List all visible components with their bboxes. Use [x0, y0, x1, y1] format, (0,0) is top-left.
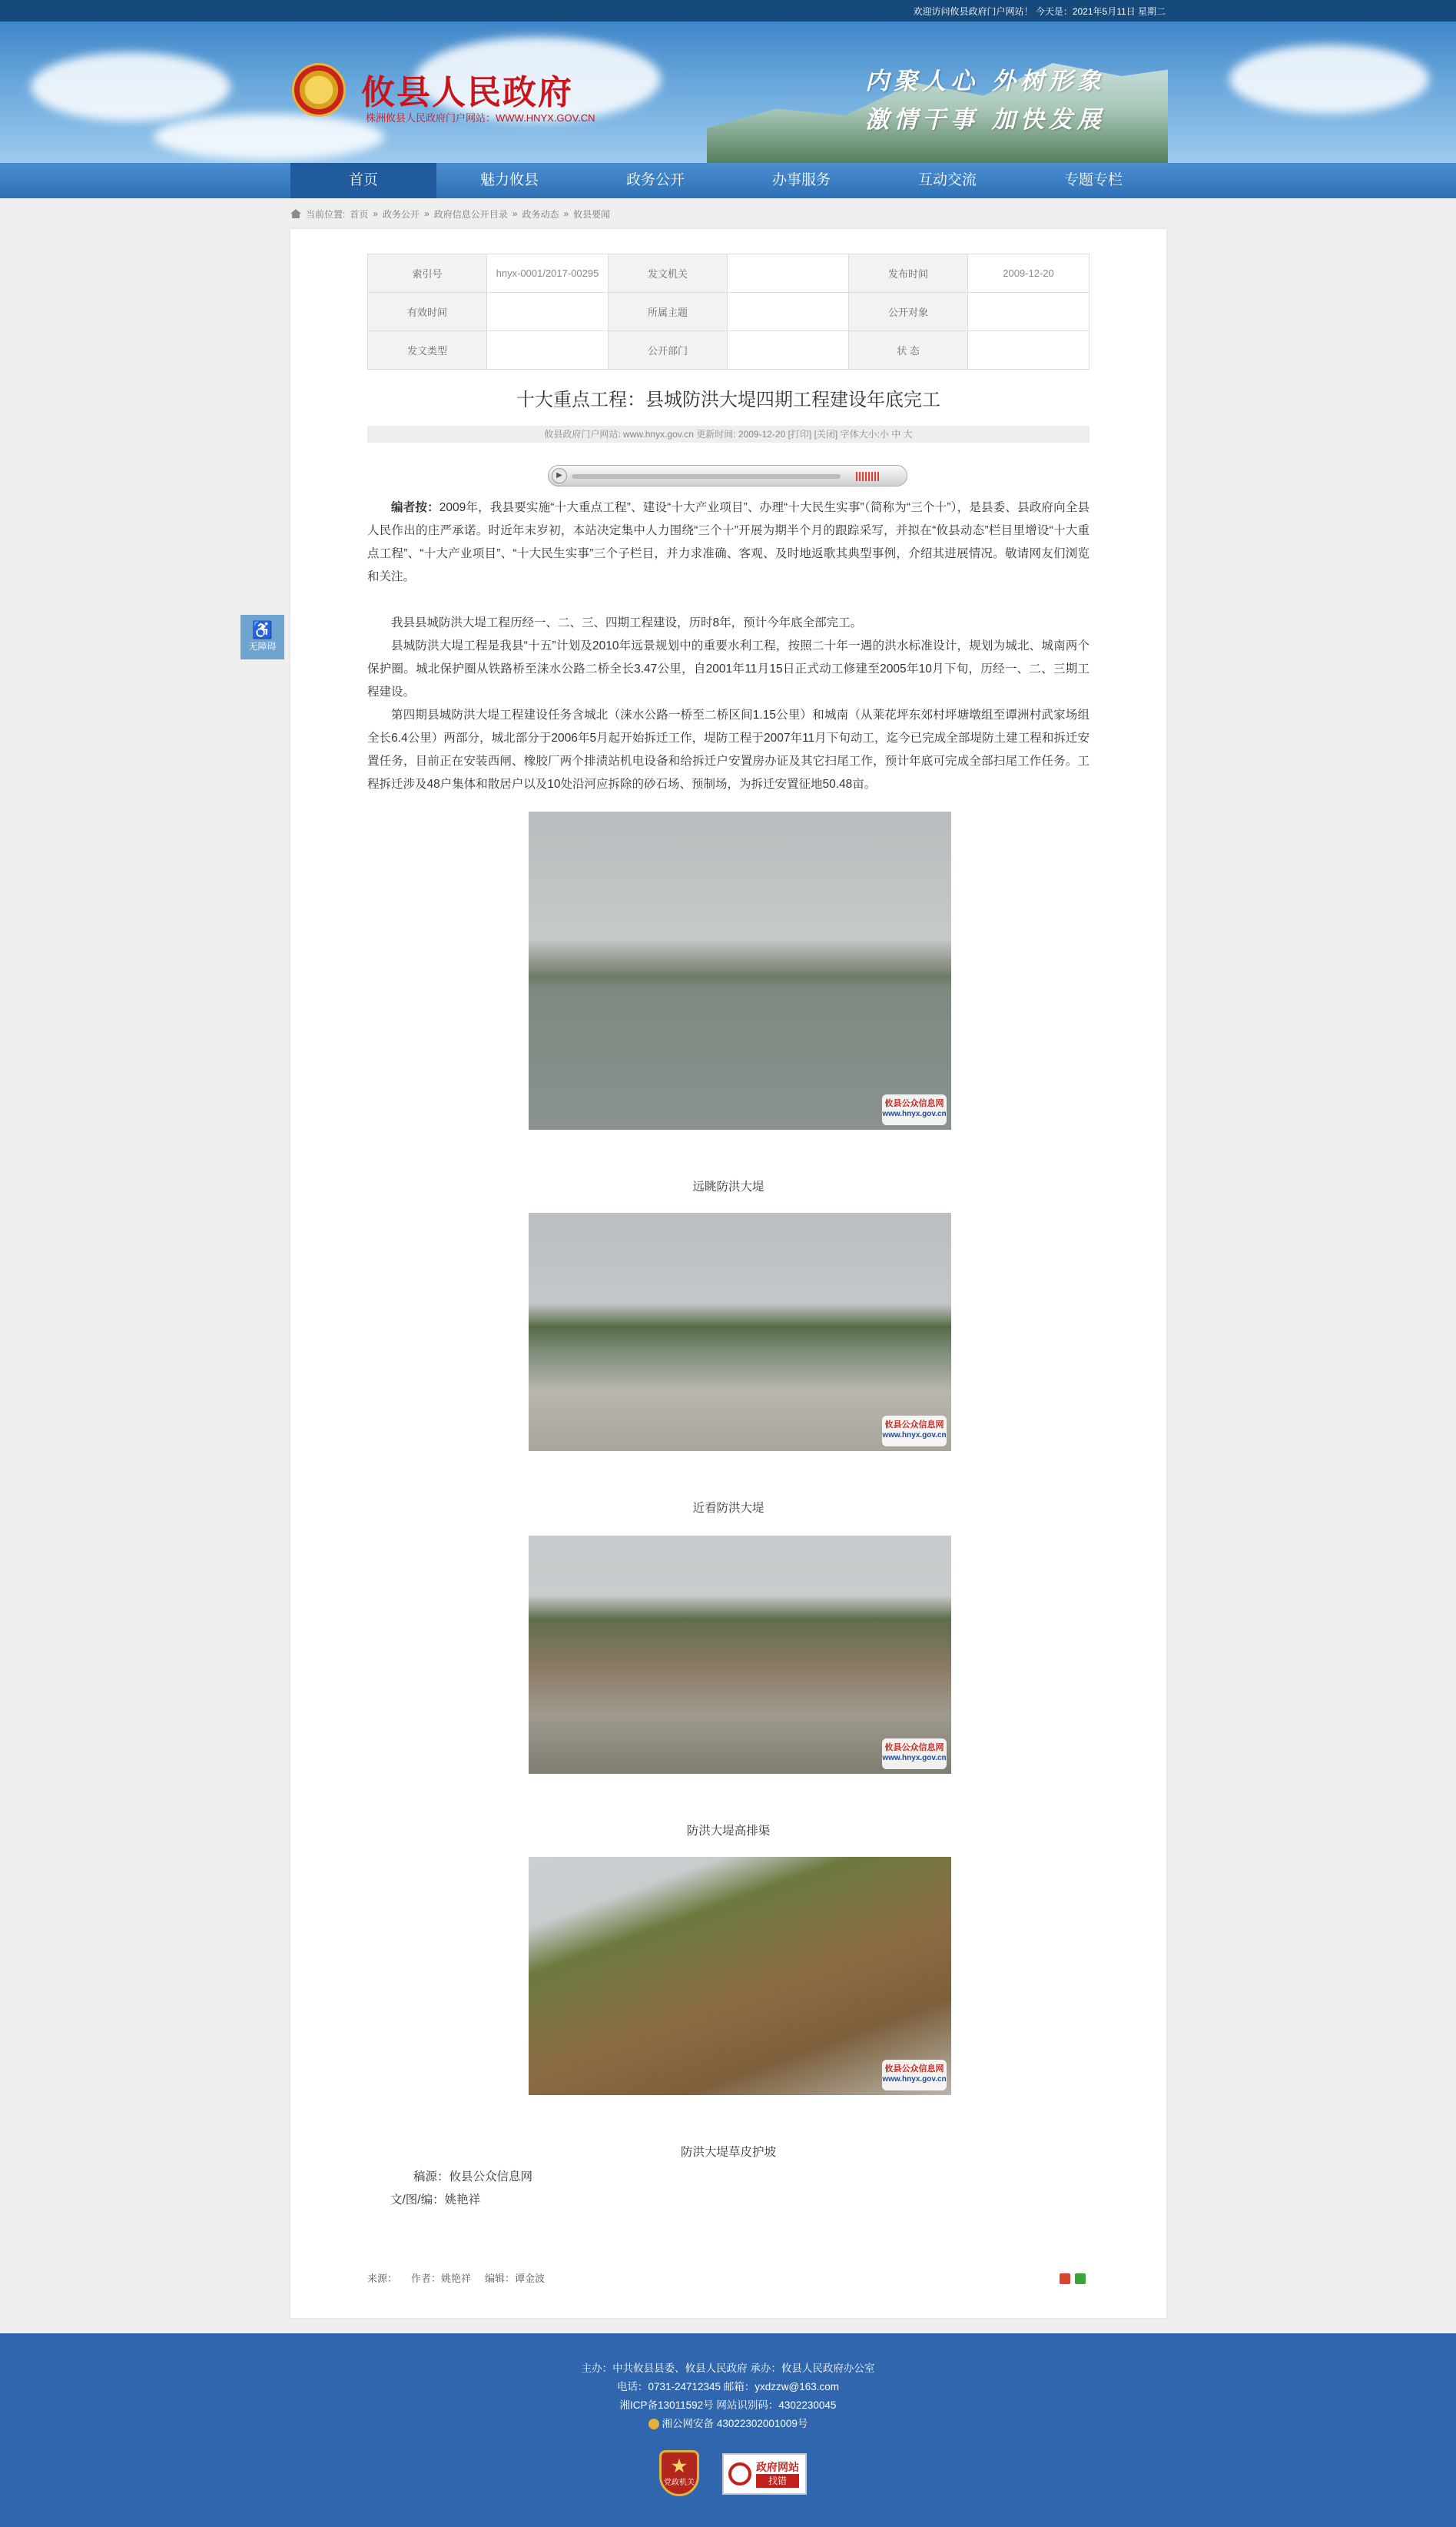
photo-caption: 近看防洪大堤 [692, 1502, 764, 1515]
audio-player[interactable] [548, 465, 907, 486]
meta-value [487, 293, 609, 331]
meta-value: hnyx-0001/2017-00295 [487, 254, 609, 293]
watermark-logo: 攸县公众信息网 www.hnyx.gov.cn [882, 2060, 947, 2090]
meta-value [968, 331, 1090, 370]
police-badge-icon [648, 2419, 659, 2429]
badge-label: 党政机关 [664, 2479, 695, 2487]
breadcrumb-item[interactable]: 首页 [350, 208, 369, 220]
breadcrumb-item[interactable]: 政府信息公开目录 [433, 208, 508, 220]
play-icon[interactable]: ▶ [552, 468, 567, 483]
watermark-logo: 攸县公众信息网 www.hnyx.gov.cn [882, 1416, 947, 1446]
nav-item-topics[interactable]: 专题专栏 [1063, 172, 1123, 188]
star-icon: ★ [672, 2456, 687, 2476]
breadcrumb-separator: » [563, 208, 569, 219]
breadcrumb-separator: » [512, 208, 518, 219]
main-nav [0, 163, 1456, 198]
meta-value [728, 254, 849, 293]
meta-label: 索引号 [368, 254, 487, 293]
article-paragraph: 第四期县城防洪大堤工程建设任务含城北（涞水公路一桥至二桥区间1.15公里）和城南（从莱花坪东郊村坪塘墩组至谭洲村武家场组全长6.4公里）两部分，城北部分于2006年5月起开始拆迁工作，堤防工程于2007年11月下旬动工，迄今已完成全部堤防土建工程和拆迁安置任务，目前正在安装西闸、橡胶厂两个排渍站机电设备和给拆迁户安置房办证及其它扫尾工作，预计年底可完成全部扫尾工作任务。工程拆迁涉及48户集体和散居户以及10处沿河应拆除的砂石场、预制场，为拆迁安置征地50.48亩。 [367, 709, 1090, 791]
editor-note-text: 2009年，我县要实施“十大重点工程”、建设“十大产业项目”、办理“十大民生实事”（简称为“三个十”），是县委、县政府向全县人民作出的庄严承诺。时近年末岁初，本站决定集中人力围绕“三个十”开展为期半个月的跟踪采写，并拟在“攸县动态”栏目里增设“十大重点工程”、“十大产业项目”、“十大民生实事”三个子栏目，并力求准确、客观、及时地返歌其典型事例，介绍其进展情况。敬请网友们浏览和关注。 [367, 501, 1090, 583]
breadcrumb-separator: » [373, 208, 379, 219]
share-weibo-icon[interactable] [1060, 2273, 1070, 2284]
source-label: 来源： [367, 2273, 398, 2284]
national-emblem-icon [292, 63, 346, 117]
watermark-logo: 攸县公众信息网 www.hnyx.gov.cn [882, 1094, 947, 1125]
footer-sponsor: 主办：中共攸县县委、攸县人民政府 承办：攸县人民政府办公室 [581, 2363, 875, 2374]
nav-item-charm[interactable]: 魅力攸县 [479, 172, 539, 188]
breadcrumb [290, 206, 610, 221]
magnifier-icon [728, 2462, 751, 2485]
share-wechat-icon[interactable] [1075, 2273, 1086, 2284]
meta-label: 所属主题 [609, 293, 728, 331]
site-subtitle: 株洲攸县人民政府门户网站：WWW.HNYX.GOV.CN [366, 112, 595, 124]
meta-value [728, 331, 849, 370]
article-source: 稿源：攸县公众信息网 [413, 2170, 533, 2183]
top-bar [0, 0, 1456, 22]
watermark-logo: 攸县公众信息网 www.hnyx.gov.cn [882, 1738, 947, 1769]
article-title: 十大重点工程：县城防洪大堤四期工程建设年底完工 [516, 390, 940, 410]
nav-item-home[interactable]: 首页 [290, 163, 436, 198]
article-photo [529, 812, 951, 1130]
photo-caption: 防洪大堤草皮护坡 [680, 2146, 776, 2159]
badge2-title: 政府网站 [756, 2461, 799, 2473]
volume-icon[interactable] [856, 472, 879, 481]
meta-label: 发文类型 [368, 331, 487, 370]
accessibility-label: 无障碍 [248, 641, 277, 652]
editor-note-label: 编者按： [391, 501, 439, 514]
cloud-decoration [154, 114, 384, 160]
slogan-line-2: 激情干事 加快发展 [865, 106, 1106, 134]
badge2-sub: 找错 [756, 2474, 799, 2488]
metadata-table [367, 254, 1090, 370]
article-photo [529, 1857, 951, 2095]
footer-icp[interactable]: 湘ICP备13011592号 网站识别码：4302230045 [619, 2399, 837, 2411]
author-label: 作者：姚艳祥 [411, 2273, 472, 2284]
meta-value [968, 293, 1090, 331]
nav-item-interaction[interactable]: 互动交流 [917, 172, 977, 188]
article-author: 文/图/编：姚艳祥 [390, 2193, 481, 2207]
gov-site-error-report[interactable] [722, 2453, 807, 2495]
nav-item-gov-affairs[interactable]: 政务公开 [625, 172, 685, 188]
breadcrumb-prefix: 当前位置: [306, 208, 346, 220]
cloud-decoration [31, 52, 231, 121]
meta-label: 公开部门 [609, 331, 728, 370]
meta-label: 有效时间 [368, 293, 487, 331]
site-footer [0, 2333, 1456, 2527]
header-banner [0, 22, 1456, 163]
meta-value: 2009-12-20 [968, 254, 1090, 293]
article-container [290, 229, 1166, 2318]
accessibility-button[interactable] [240, 615, 284, 659]
welcome-text: 欢迎访问攸县政府门户网站！ 今天是：2021年5月11日 星期二 [913, 6, 1166, 17]
meta-label: 发布时间 [849, 254, 968, 293]
breadcrumb-separator: » [424, 208, 430, 219]
home-icon [290, 209, 301, 218]
breadcrumb-item[interactable]: 政务公开 [383, 208, 420, 220]
nav-item-services[interactable]: 办事服务 [771, 172, 831, 188]
party-gov-badge[interactable] [659, 2450, 699, 2496]
footer-police-record[interactable]: 湘公网安备 43022302001009号 [0, 2415, 1456, 2430]
photo-caption: 远眺防洪大堤 [692, 1180, 764, 1194]
wheelchair-icon: ♿ [251, 620, 274, 639]
footer-contact: 电话：0731-24712345 邮箱：yxdzzw@163.com [616, 2381, 840, 2393]
cloud-decoration [1229, 45, 1429, 114]
breadcrumb-item[interactable]: 政务动态 [522, 208, 559, 220]
article-footer-info [367, 2270, 545, 2285]
site-title[interactable]: 攸县人民政府 [361, 73, 573, 112]
meta-value [487, 331, 609, 370]
share-buttons [1060, 2273, 1086, 2284]
photo-caption: 防洪大堤高排渠 [686, 1825, 771, 1838]
editor-note [367, 496, 1090, 589]
article-body [367, 496, 1090, 796]
meta-label: 公开对象 [849, 293, 968, 331]
meta-label: 状 态 [849, 331, 968, 370]
article-paragraph: 我县县城防洪大堤工程历经一、二、三、四期工程建设，历时8年，预计今年底全部完工。 [391, 616, 863, 629]
editor-label: 编辑：谭金波 [485, 2273, 546, 2284]
breadcrumb-item[interactable]: 攸县要闻 [573, 208, 611, 220]
seek-slider[interactable] [572, 474, 841, 479]
meta-value [728, 293, 849, 331]
article-photo [529, 1213, 951, 1451]
slogan-line-1: 内聚人心 外树形象 [865, 68, 1106, 95]
meta-label: 发文机关 [609, 254, 728, 293]
article-info-bar[interactable]: 攸县政府门户网站: www.hnyx.gov.cn 更新时间: 2009-12-20 [打印] [关闭] 字体大小:小 中 大 [367, 426, 1090, 443]
article-paragraph: 县城防洪大堤工程是我县“十五”计划及2010年远景规划中的重要水利工程，按照二十年一遇的洪水标准设计，规划为城北、城南两个保护圈。城北保护圈从铁路桥至涞水公路二桥全长3.47公里，自2001年11月15日正式动工修建至2005年10月下旬，历经一、二、三期工程建设。 [367, 639, 1090, 699]
article-photo [529, 1536, 951, 1774]
